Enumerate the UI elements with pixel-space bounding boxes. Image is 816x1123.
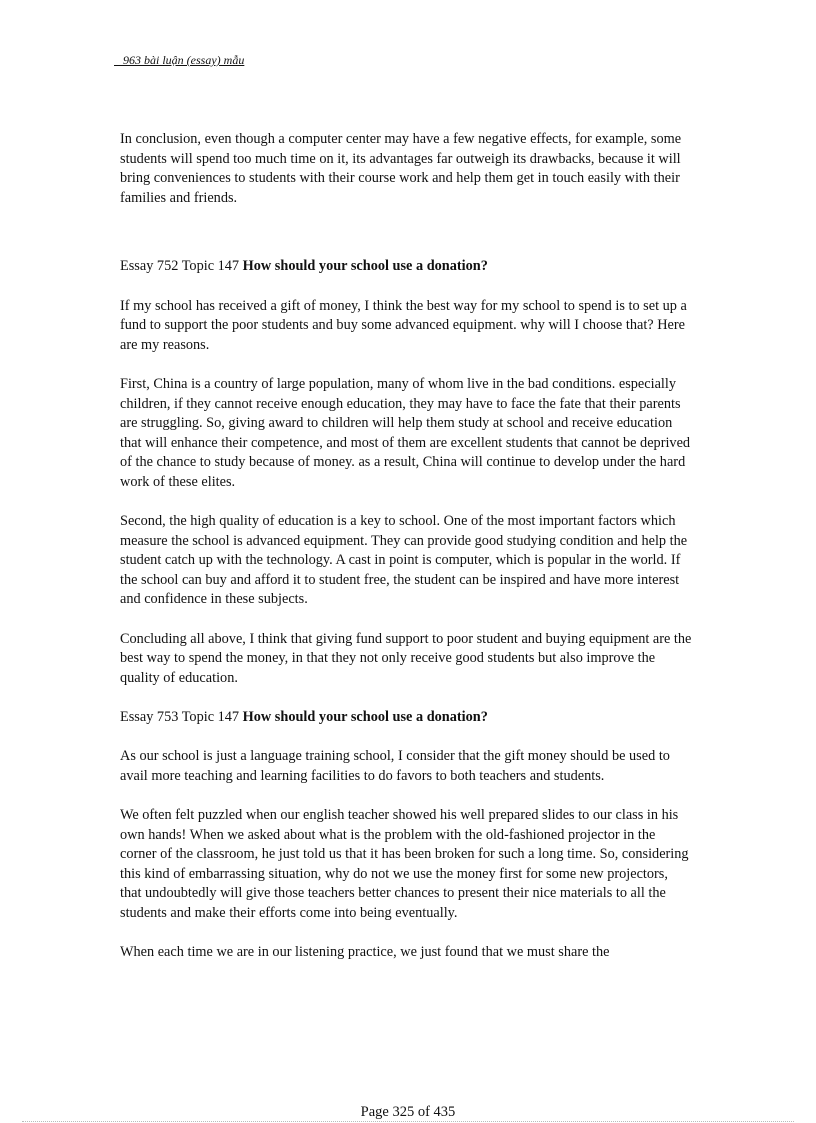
- essay-topic: How should your school use a donation?: [242, 709, 488, 726]
- paragraph: We often felt puzzled when our english teacher showed his well prepared slides to our class in his own hands! When we asked about what is the problem with the old-fashioned projector in the corner of the classroom, he just told us that it has been broken for such a long time. So, considering this kind of embarrassing situation, why do not we use the money first for some new projectors, that undoubtedly will give those teachers better chances to present their nice materials to all the students and make their efforts come into being eventually.: [120, 807, 689, 921]
- paragraph: First, China is a country of large population, many of whom live in the bad conditions. especially children, if they cannot receive enough education, they may have to face the fate that their parents are struggling. So, giving award to children will help them study at school and receive education that will enhance their competence, and most of them are excellent students that cannot be deprived of the chance to study because of money. as a result, China will continue to develop under the hard work of these elites.: [120, 375, 691, 490]
- paragraph: If my school has received a gift of money, I think the best way for my school to spend is to set up a fund to support the poor students and buy some advanced equipment. why will I choose that? Here are my reasons.: [120, 297, 687, 353]
- footer-divider: [22, 1121, 794, 1122]
- paragraph: Concluding all above, I think that giving fund support to poor student and buying equipment are the best way to spend the money, in that they not only receive good students but also improve the quality of education.: [120, 630, 692, 686]
- essay-topic: How should your school use a donation?: [242, 258, 488, 275]
- page-number: Page 325 of 435: [360, 1104, 456, 1120]
- paragraph: As our school is just a language training school, I consider that the gift money should be used to avail more teaching and learning facilities to do favors to both teachers and students.: [120, 748, 670, 784]
- running-header: 963 bài luận (essay) mẫu: [114, 53, 245, 67]
- paragraph: When each time we are in our listening practice, we just found that we must share the: [120, 944, 610, 961]
- paragraph-conclusion: In conclusion, even though a computer center may have a few negative effects, for example, some students will spend too much time on it, its advantages far outweigh its drawbacks, because it will bring conveniences to students with their course work and help them get in touch easily with their families and friends.: [120, 131, 682, 206]
- paragraph: Second, the high quality of education is a key to school. One of the most important factors which measure the school is advanced equipment. They can provide good studying condition and help the student catch up with the technology. A cast in point is computer, which is popular in the world. If the school can buy and afford it to student free, the student can be inspired and have more interest and confidence in these subjects.: [120, 513, 688, 608]
- essay-label: Essay 752 Topic 147: [120, 258, 240, 275]
- essay-heading-752: [120, 257, 692, 277]
- document-body: [120, 130, 692, 982]
- essay-label: Essay 753 Topic 147: [120, 709, 240, 726]
- essay-heading-753: [120, 708, 692, 728]
